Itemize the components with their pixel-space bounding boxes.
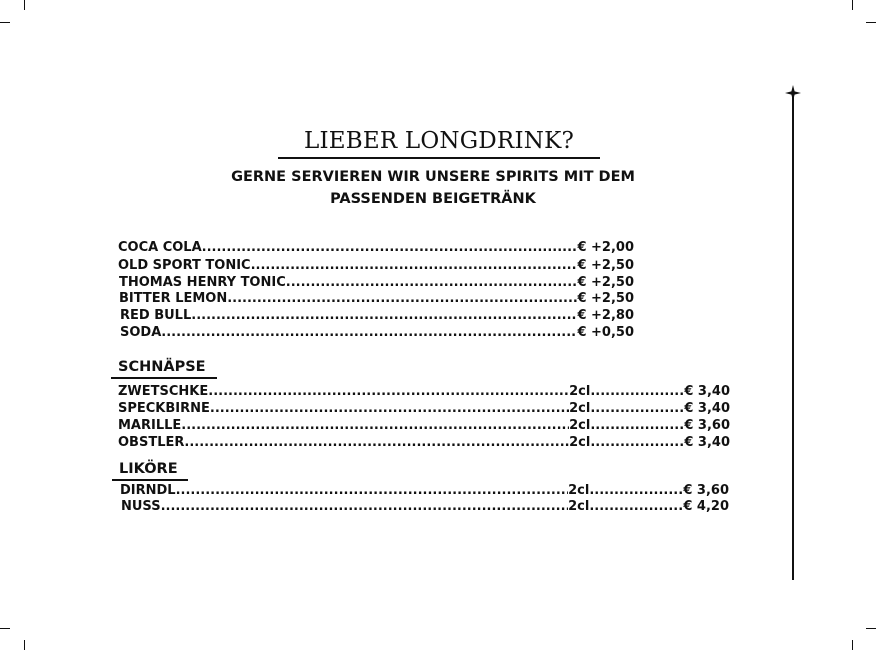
dot-leader [181,418,569,433]
item-name: NUSS [121,499,161,514]
dot-leader [590,401,684,416]
mixer-price: € +2,50 [577,258,634,273]
dot-leader [590,435,684,450]
crop-mark [24,0,25,10]
item-price: € 3,40 [684,435,730,450]
section-heading-schnaepse: SCHNÄPSE [118,359,206,375]
subtitle-line-2: PASSENDEN BEIGETRÄNK [330,191,536,207]
item-price: € 3,40 [684,384,730,399]
item-name: ZWETSCHKE [118,384,209,399]
crop-mark [852,640,853,650]
dot-leader [251,258,578,273]
dot-leader [191,308,577,323]
subtitle-line-1: GERNE SERVIEREN WIR UNSERE SPIRITS MIT DEM [231,169,635,185]
dot-leader [286,275,578,290]
mixer-price: € +2,50 [577,291,634,306]
mixer-price: € +2,80 [577,308,634,323]
item-name: DIRNDL [120,483,176,498]
crop-mark [866,22,876,23]
dot-leader [590,418,684,433]
item-quantity: 2cl [569,435,591,450]
list-item [118,401,730,416]
item-price: € 4,20 [683,499,729,514]
item-quantity: 2cl [568,499,590,514]
dot-leader [589,483,683,498]
dot-leader [202,240,578,255]
dot-leader [184,435,569,450]
crop-mark [0,628,10,629]
item-quantity: 2cl [569,418,591,433]
dot-leader [590,384,684,399]
dot-leader [161,325,577,340]
section-underline [112,479,188,481]
dot-leader [208,384,569,399]
item-name: MARILLE [118,418,182,433]
item-name: OBSTLER [118,435,185,450]
mixer-item [119,275,634,290]
item-quantity: 2cl [568,483,590,498]
page-title: LIEBER LONGDRINK? [304,128,574,154]
mixer-price: € +2,00 [577,240,634,255]
dot-leader [227,291,577,306]
item-quantity: 2cl [569,384,591,399]
list-item [118,418,730,433]
dot-leader [210,401,569,416]
mixer-item [118,258,634,273]
mixer-item [120,308,634,323]
mixer-name: OLD SPORT TONIC [118,258,251,273]
dot-leader [161,499,569,514]
item-price: € 3,60 [683,483,729,498]
list-item [121,499,729,514]
crop-mark [0,22,10,23]
mixer-name: BITTER LEMON [119,291,228,306]
mixer-name: COCA COLA [118,240,202,255]
mixer-item [119,291,634,306]
list-item [120,483,729,498]
item-quantity: 2cl [569,401,591,416]
title-underline [278,157,600,159]
mixer-item [120,325,634,340]
item-name: SPECKBIRNE [118,401,210,416]
sparkle-icon [785,85,801,101]
mixer-item [118,240,634,255]
mixer-name: RED BULL [120,308,192,323]
mixer-name: SODA [120,325,162,340]
dot-leader [589,499,683,514]
section-heading-likoere: LIKÖRE [119,461,178,477]
crop-mark [866,628,876,629]
section-underline [111,377,217,379]
decorative-vertical-line [792,92,794,580]
crop-mark [852,0,853,10]
mixer-price: € +2,50 [577,275,634,290]
crop-mark [24,640,25,650]
list-item [118,435,730,450]
dot-leader [176,483,569,498]
mixer-price: € +0,50 [577,325,634,340]
item-price: € 3,60 [684,418,730,433]
item-price: € 3,40 [684,401,730,416]
list-item [118,384,730,399]
mixer-name: THOMAS HENRY TONIC [119,275,286,290]
